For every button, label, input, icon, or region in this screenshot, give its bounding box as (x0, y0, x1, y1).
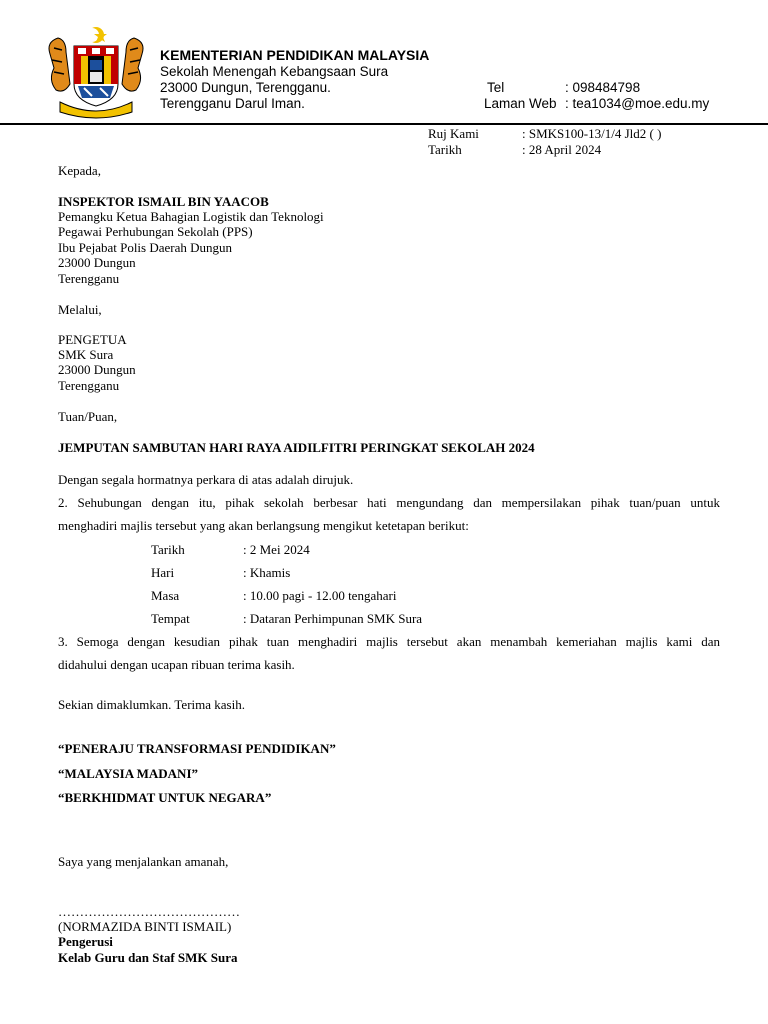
ruj-label: Ruj Kami (428, 126, 479, 141)
web-label: Laman Web (484, 96, 557, 111)
detail-label-date: Tarikh (151, 542, 185, 557)
recipient-name: INSPEKTOR ISMAIL BIN YAACOB (58, 194, 269, 209)
closing-line: Sekian dimaklumkan. Terima kasih. (58, 697, 245, 712)
via-line: PENGETUA (58, 332, 127, 347)
ministry-title: KEMENTERIAN PENDIDIKAN MALAYSIA (160, 47, 430, 63)
slogan-2: “MALAYSIA MADANI” (58, 766, 199, 781)
ruj-value: : SMKS100-13/1/4 Jld2 ( ) (522, 126, 662, 141)
address-line-1: 23000 Dungun, Terengganu. (160, 80, 331, 95)
tel-value: : 098484798 (565, 80, 641, 95)
detail-value-venue: : Dataran Perhimpunan SMK Sura (243, 611, 423, 626)
recipient-line: Terengganu (58, 271, 120, 286)
via-line: SMK Sura (58, 347, 114, 362)
detail-value-time: : 10.00 pagi - 12.00 tengahari (243, 588, 397, 603)
web-value: : tea1034@moe.edu.my (565, 96, 710, 111)
malaysia-crest-icon (44, 24, 148, 120)
via-label: Melalui, (58, 302, 102, 317)
signatory-title: Pengerusi (58, 934, 113, 949)
paragraph-3-line-2: didahului dengan ucapan ribuan terima kasih. (58, 657, 295, 672)
detail-label-venue: Tempat (151, 611, 190, 626)
recipient-line: 23000 Dungun (58, 255, 136, 270)
signature-line: …………………………………… (58, 904, 240, 919)
slogan-3: “BERKHIDMAT UNTUK NEGARA” (58, 790, 272, 805)
signature-intro: Saya yang menjalankan amanah, (58, 854, 229, 869)
paragraph-1: Dengan segala hormatnya perkara di atas adalah dirujuk. (58, 472, 354, 487)
detail-label-day: Hari (151, 565, 175, 580)
paragraph-2-line-1: 2. Sehubungan dengan itu, pihak sekolah berbesar hati mengundang dan mempersilakan pihak tuan/puan untuk (58, 495, 720, 510)
subject-heading: JEMPUTAN SAMBUTAN HARI RAYA AIDILFITRI PERINGKAT SEKOLAH 2024 (58, 440, 535, 455)
paragraph-3-line-1: 3. Semoga dengan kesudian pihak tuan menghadiri majlis tersebut akan menambah kemeriahan majlis kami dan (58, 634, 720, 649)
detail-value-day: : Khamis (243, 565, 291, 580)
signatory-organisation: Kelab Guru dan Staf SMK Sura (58, 950, 238, 965)
header-divider (0, 123, 768, 125)
detail-label-time: Masa (151, 588, 180, 603)
slogan-1: “PENERAJU TRANSFORMASI PENDIDIKAN” (58, 741, 336, 756)
tel-label: Tel (487, 80, 505, 95)
recipient-line: Pegawai Perhubungan Sekolah (PPS) (58, 224, 253, 239)
to-label: Kepada, (58, 163, 101, 178)
via-line: Terengganu (58, 378, 120, 393)
school-name: Sekolah Menengah Kebangsaan Sura (160, 64, 389, 79)
greeting: Tuan/Puan, (58, 409, 118, 424)
recipient-line: Pemangku Ketua Bahagian Logistik dan Teknologi (58, 209, 324, 224)
recipient-line: Ibu Pejabat Polis Daerah Dungun (58, 240, 233, 255)
paragraph-2-line-2: menghadiri majlis tersebut yang akan berlangsung mengikut ketetapan berikut: (58, 518, 469, 533)
address-line-2: Terengganu Darul Iman. (160, 96, 305, 111)
signatory-name: (NORMAZIDA BINTI ISMAIL) (58, 919, 232, 934)
detail-value-date: : 2 Mei 2024 (243, 542, 310, 557)
date-value: : 28 April 2024 (522, 142, 602, 157)
via-line: 23000 Dungun (58, 362, 136, 377)
date-label: Tarikh (428, 142, 462, 157)
